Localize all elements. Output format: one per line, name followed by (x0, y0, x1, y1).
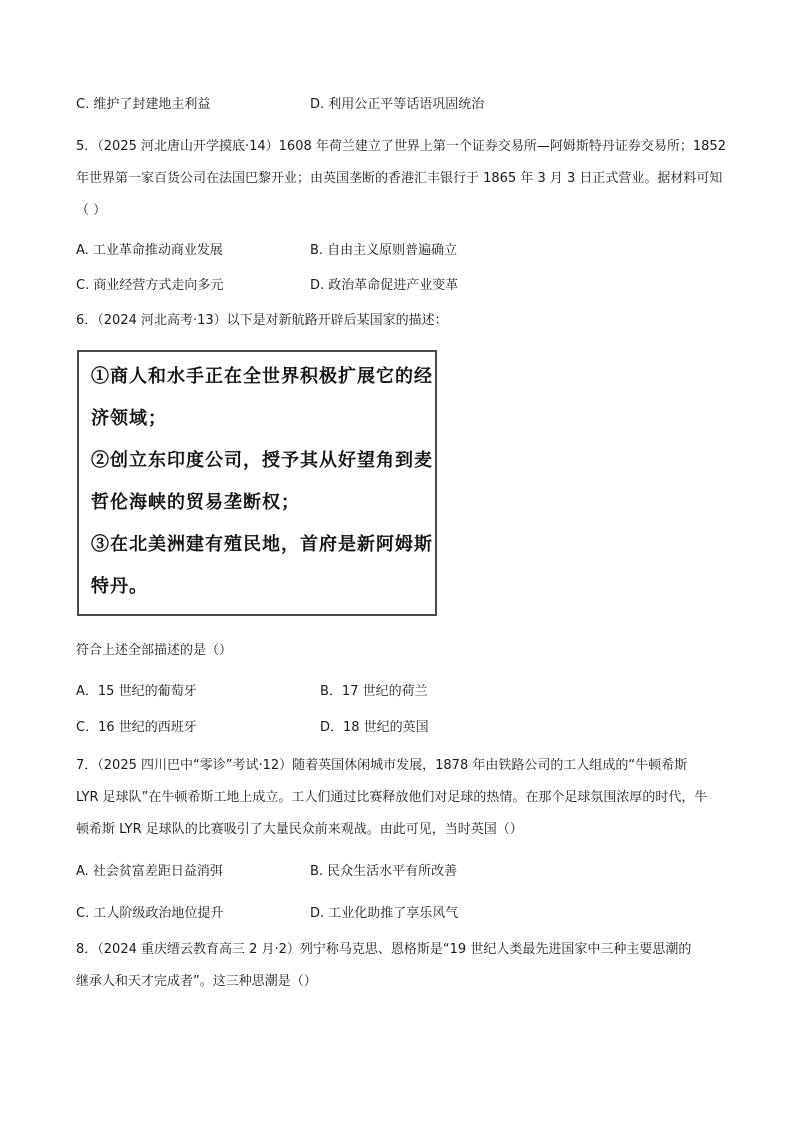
q6-material-line-5: ③在北美洲建有殖民地，首府是新阿姆斯 (91, 534, 433, 555)
q5-option-a[interactable]: A. 工业革命推动商业发展 (76, 243, 223, 258)
q4-options-row-cd (76, 97, 716, 113)
q7-stem-line-1: 7．（2025 四川巴中“零诊”考试·12）随着英国休闲城市发展，1878 年由铁路公司的工人组成的“牛顿希斯 (76, 758, 688, 773)
q6-option-c[interactable]: C．16 世纪的西班牙 (76, 720, 197, 735)
q5-option-c[interactable]: C. 商业经营方式走向多元 (76, 278, 224, 293)
q6-question: 符合上述全部描述的是（） (76, 643, 233, 658)
q5-option-d[interactable]: D. 政治革命促进产业变革 (310, 278, 459, 293)
q7-option-a[interactable]: A. 社会贫富差距日益消弭 (76, 864, 223, 879)
q6-stem: 6．（2024 河北高考·13）以下是对新航路开辟后某国家的描述： (76, 313, 448, 328)
q8-stem-line-1: 8．（2024 重庆缙云教育高三 2 月·2）列宁称马克思、恩格斯是“19 世纪人类最先进国家中三种主要思潮的 (76, 942, 692, 957)
q6-option-d[interactable]: D．18 世纪的英国 (320, 720, 429, 735)
q6-material-line-6: 特丹。 (91, 576, 148, 597)
q5-stem-line-2: 年世界第一家百货公司在法国巴黎开业；由英国垄断的香港汇丰银行于 1865 年 3 月 3 日正式营业。据材料可知 (76, 171, 723, 186)
q6-options-row-cd (76, 720, 716, 736)
q6-material-line-2: 济领域； (91, 408, 167, 429)
q6-material-line-4: 哲伦海峡的贸易垄断权； (91, 492, 300, 513)
q5-options-row-cd (76, 278, 716, 294)
q5-options-row-ab (76, 243, 716, 259)
q5-option-b[interactable]: B. 自由主义原则普遍确立 (310, 243, 458, 258)
q6-option-a[interactable]: A．15 世纪的葡萄牙 (76, 684, 197, 699)
q7-option-c[interactable]: C. 工人阶级政治地位提升 (76, 906, 224, 921)
q6-material-box (77, 350, 437, 616)
q4-option-d[interactable]: D. 利用公正平等话语巩固统治 (310, 97, 485, 112)
q7-option-d[interactable]: D. 工业化助推了享乐风气 (310, 906, 459, 921)
q6-options-row-ab (76, 684, 716, 700)
q7-stem (76, 750, 721, 846)
q7-stem-line-2: LYR 足球队”在牛顿希斯工地上成立。工人们通过比赛释放他们对足球的热情。在那个足球氛围浓厚的时代，牛 (76, 790, 708, 805)
q5-stem-line-3: （ ） (76, 203, 107, 218)
q6-material-line-1: ①商人和水手正在全世界积极扩展它的经 (91, 366, 433, 387)
q7-option-b[interactable]: B. 民众生活水平有所改善 (310, 864, 458, 879)
q8-stem-line-2: 继承人和天才完成者”。这三种思潮是（） (76, 974, 317, 989)
q4-option-c[interactable]: C. 维护了封建地主利益 (76, 97, 211, 112)
q5-stem (76, 131, 726, 227)
q6-material-line-3: ②创立东印度公司，授予其从好望角到麦 (91, 450, 433, 471)
q7-options-row-ab (76, 864, 716, 880)
q8-stem (76, 934, 721, 998)
q6-option-b[interactable]: B．17 世纪的荷兰 (320, 684, 428, 699)
q7-stem-line-3: 顿希斯 LYR 足球队的比赛吸引了大量民众前来观战。由此可见，当时英国（） (76, 822, 523, 837)
q5-stem-line-1: 5．（2025 河北唐山开学摸底·14）1608 年荷兰建立了世界上第一个证券交易所—阿姆斯特丹证券交易所；1852 (76, 139, 726, 154)
q7-options-row-cd (76, 906, 716, 922)
